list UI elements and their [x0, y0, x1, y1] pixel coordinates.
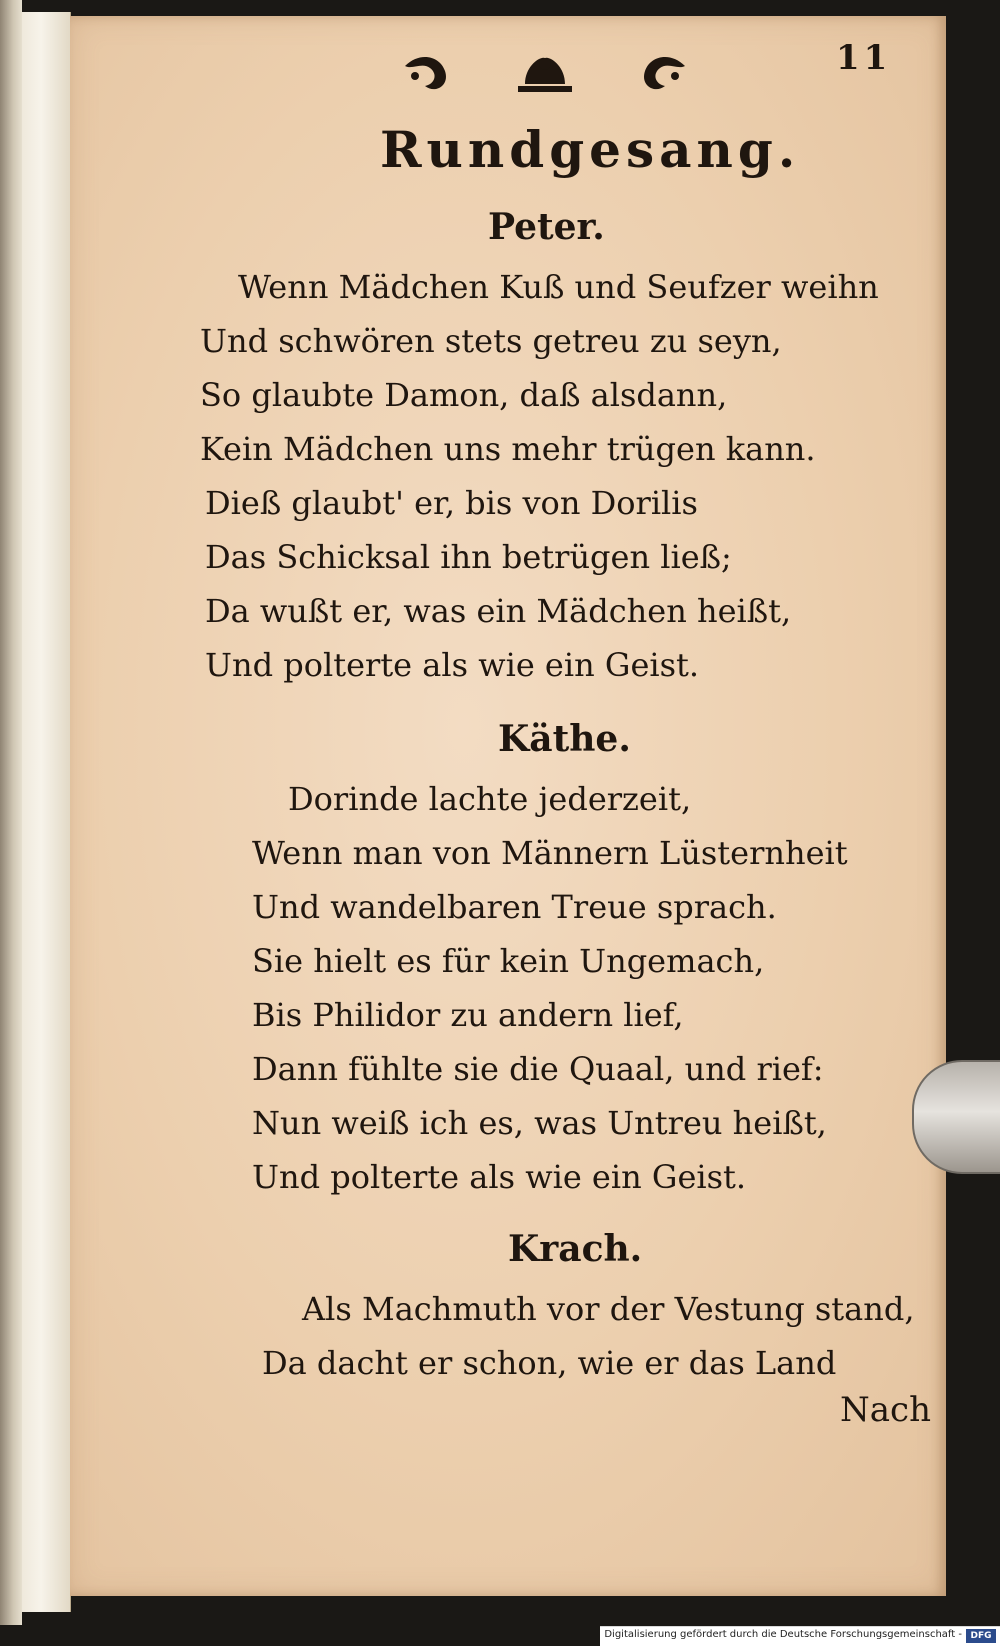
verse-line: So glaubte Damon, daß alsdann, [200, 376, 728, 414]
verse-line: Wenn man von Männern Lüsternheit [252, 834, 848, 872]
verse-line: Kein Mädchen uns mehr trügen kann. [200, 430, 816, 468]
catchword: Nach [840, 1390, 931, 1430]
book-spine [22, 12, 71, 1612]
verse-line: Da wußt er, was ein Mädchen heißt, [205, 592, 792, 630]
verse-line: Und polterte als wie ein Geist. [252, 1158, 747, 1196]
verse-line: Als Machmuth vor der Vestung stand, [302, 1290, 915, 1328]
speaker-name: Krach. [508, 1228, 643, 1270]
verse-line: Nun weiß ich es, was Untreu heißt, [252, 1104, 827, 1142]
verse-line: Und schwören stets getreu zu seyn, [200, 322, 782, 360]
floral-ornament-icon [400, 46, 690, 102]
verse-line: Sie hielt es für kein Ungemach, [252, 942, 765, 980]
verse-line: Dieß glaubt' er, bis von Dorilis [205, 484, 698, 522]
verse-line: Wenn Mädchen Kuß und Seufzer weihn [238, 268, 879, 306]
verse-line: Dorinde lachte jederzeit, [288, 780, 692, 818]
page-title: Rundgesang. [380, 120, 801, 179]
dfg-logo: DFG [966, 1629, 996, 1643]
verse-line: Da dacht er schon, wie er das Land [262, 1344, 837, 1382]
page-clip [912, 1060, 1000, 1174]
verse-line: Und polterte als wie ein Geist. [205, 646, 700, 684]
page-number: 11 [836, 38, 892, 78]
verse-line: Und wandelbaren Treue sprach. [252, 888, 777, 926]
verse-line: Das Schicksal ihn betrügen ließ; [205, 538, 732, 576]
left-page-edge [0, 0, 22, 1625]
digitization-credit-bar [600, 1626, 1000, 1646]
verse-line: Bis Philidor zu andern lief, [252, 996, 684, 1034]
speaker-name: Peter. [488, 206, 605, 248]
digitization-credit: Digitalisierung gefördert durch die Deutsche Forschungsgemeinschaft - [604, 1629, 962, 1640]
verse-line: Dann fühlte sie die Quaal, und rief: [252, 1050, 824, 1088]
speaker-name: Käthe. [498, 718, 631, 760]
